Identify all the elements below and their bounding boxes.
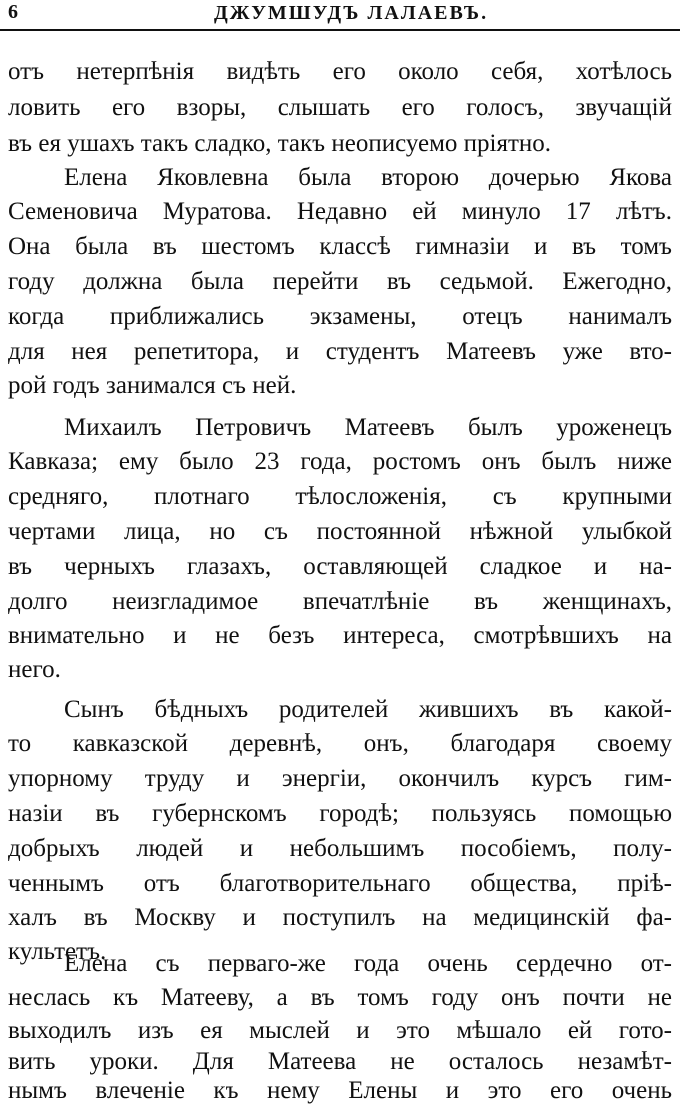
- text-line: долго неизгладимое впечатлѣніе въ женщинахъ,: [8, 588, 672, 615]
- running-title: ДЖУМШУДЪ ЛАЛАЕВЪ.: [214, 2, 489, 24]
- text-line: средняго, плотнаго тѣлосложенія, съ крупными: [8, 483, 672, 510]
- text-line: въ черныхъ глазахъ, оставляющей сладкое и на-: [8, 553, 672, 580]
- text-line: ловить его взоры, слышать его голосъ, звучащій: [8, 94, 672, 121]
- text-line: Она была въ шестомъ классѣ гимназіи и въ томъ: [8, 233, 672, 260]
- header-rule: [0, 29, 680, 31]
- text-line: Семеновича Муратова. Недавно ей минуло 17 лѣтъ.: [8, 198, 672, 225]
- text-line: когда приближались экзамены, отецъ нанималъ: [8, 303, 672, 330]
- page-number: 6: [8, 1, 18, 23]
- text-line: чертами лица, но съ постоянной нѣжной улыбкой: [8, 518, 672, 545]
- text-line: Кавказа; ему было 23 года, ростомъ онъ былъ ниже: [8, 448, 672, 475]
- text-line: отъ нетерпѣнія видѣть его около себя, хотѣлось: [8, 58, 672, 85]
- text-line: внимательно и не безъ интереса, смотрѣвшихъ на: [8, 622, 672, 649]
- text-line: въ ея ушахъ такъ сладко, такъ неописуемо пріятно.: [8, 130, 552, 157]
- text-line: назіи въ губернскомъ городѣ; пользуясь помощью: [8, 800, 672, 827]
- text-line: культетъ.: [8, 938, 107, 965]
- text-line: вить уроки. Для Матеева не осталось незамѣт-: [8, 1048, 672, 1075]
- text-line: рой годъ занимался съ ней.: [8, 372, 297, 399]
- text-line: Михаилъ Петровичъ Матеевъ былъ уроженецъ: [64, 414, 672, 441]
- text-line: халъ въ Москву и поступилъ на медицинскій фа-: [8, 904, 672, 931]
- text-line: упорному труду и энергіи, окончилъ курсъ гим-: [8, 765, 672, 792]
- text-line: то кавказской деревнѣ, онъ, благодаря своему: [8, 730, 672, 757]
- text-line: Сынъ бѣдныхъ родителей жившихъ въ какой-: [64, 696, 672, 723]
- text-line: выходилъ изъ ея мыслей и это мѣшало ей гото-: [8, 1017, 672, 1044]
- text-line: него.: [8, 656, 61, 683]
- text-line: Елена съ перваго-же года очень сердечно от-: [64, 950, 672, 977]
- text-line: ченнымъ отъ благотворительнаго общества, пріѣ-: [8, 870, 672, 897]
- page-header: [0, 0, 680, 28]
- text-line: Елена Яковлевна была второю дочерью Якова: [64, 164, 672, 191]
- text-line: неслась къ Матееву, а въ томъ году онъ почти не: [8, 984, 672, 1011]
- text-line: году должна была перейти въ седьмой. Ежегодно,: [8, 268, 672, 295]
- text-line: нымъ влеченіе къ нему Елены и это его очень: [8, 1078, 672, 1104]
- text-line: для нея репетитора, и студентъ Матеевъ уже вто-: [8, 338, 672, 365]
- text-line: добрыхъ людей и небольшимъ пособіемъ, полу-: [8, 835, 672, 862]
